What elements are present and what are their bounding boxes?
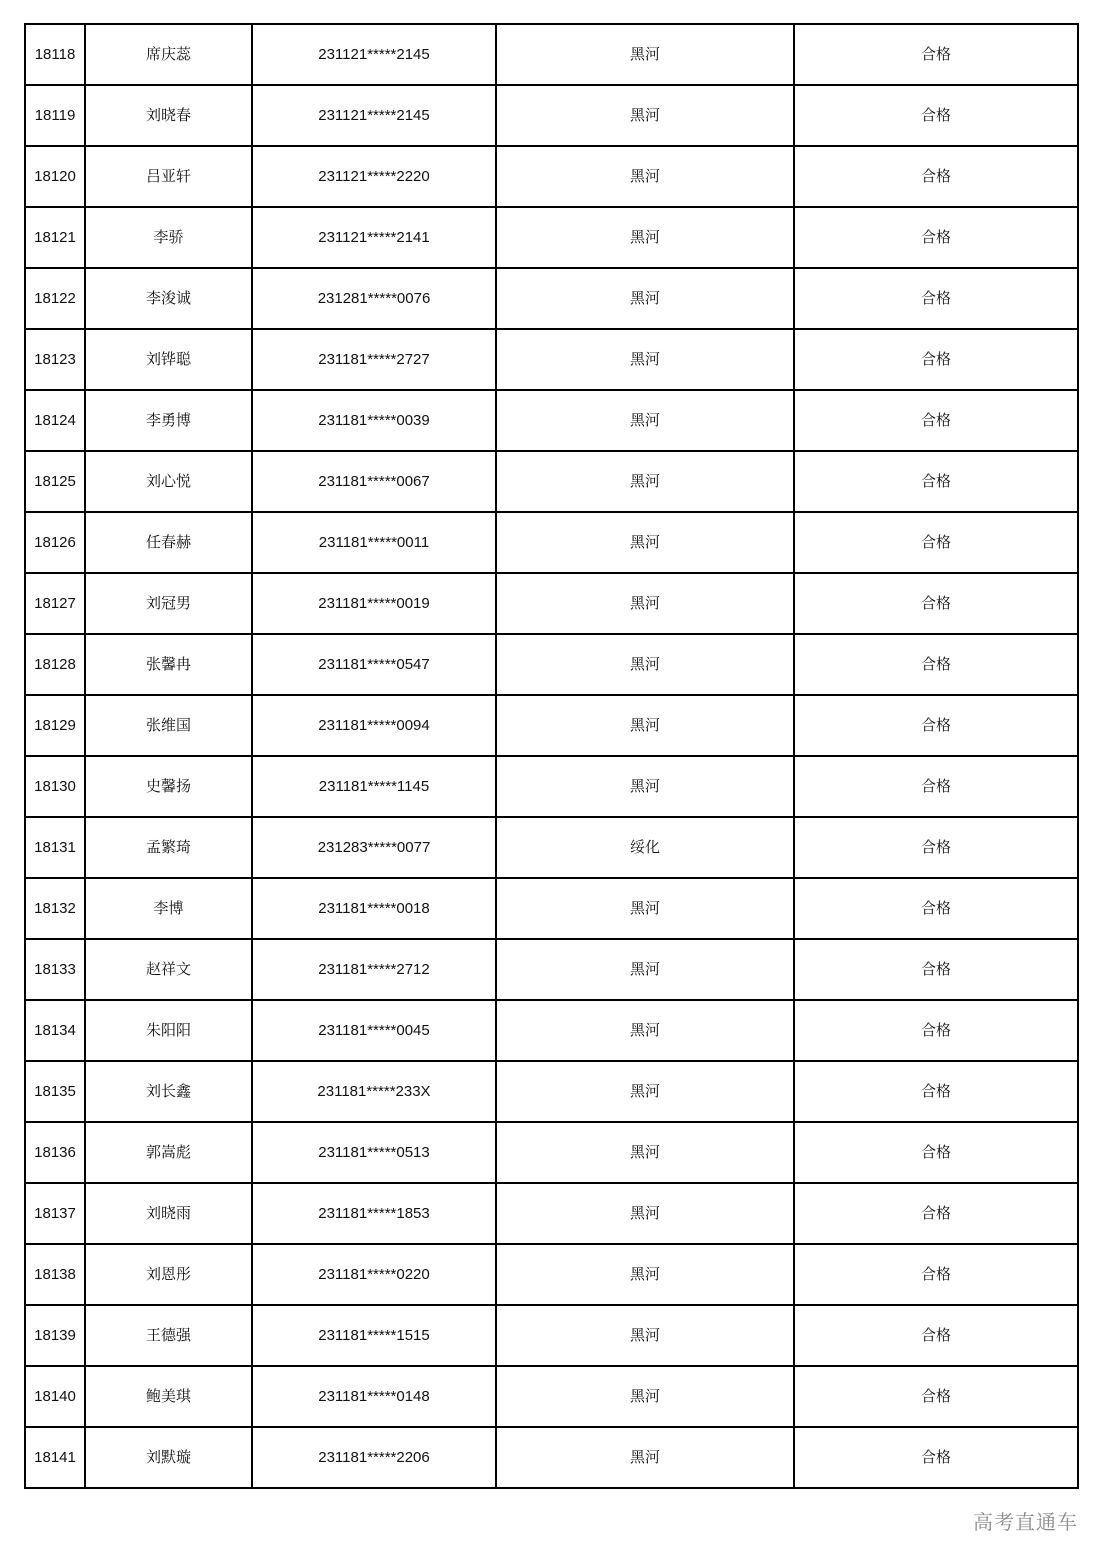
- region-cell: 黑河: [496, 24, 794, 85]
- name-cell: 李骄: [85, 207, 252, 268]
- table-row: [25, 1000, 1078, 1061]
- serial-number-cell: 18134: [25, 1000, 85, 1061]
- name-cell: 刘长鑫: [85, 1061, 252, 1122]
- region-cell: 黑河: [496, 146, 794, 207]
- result-cell: 合格: [794, 146, 1078, 207]
- serial-number-cell: 18129: [25, 695, 85, 756]
- serial-number-cell: 18123: [25, 329, 85, 390]
- id-number-cell: 231121*****2145: [252, 24, 496, 85]
- result-cell: 合格: [794, 1305, 1078, 1366]
- table-row: [25, 817, 1078, 878]
- table-row: [25, 939, 1078, 1000]
- region-cell: 黑河: [496, 268, 794, 329]
- region-cell: 黑河: [496, 390, 794, 451]
- id-number-cell: 231181*****0547: [252, 634, 496, 695]
- id-number-cell: 231181*****0513: [252, 1122, 496, 1183]
- result-cell: 合格: [794, 1122, 1078, 1183]
- name-cell: 刘晓雨: [85, 1183, 252, 1244]
- result-cell: 合格: [794, 1427, 1078, 1488]
- name-cell: 王德强: [85, 1305, 252, 1366]
- region-cell: 黑河: [496, 1366, 794, 1427]
- region-cell: 黑河: [496, 1061, 794, 1122]
- id-number-cell: 231181*****1145: [252, 756, 496, 817]
- region-cell: 黑河: [496, 634, 794, 695]
- serial-number-cell: 18120: [25, 146, 85, 207]
- id-number-cell: 231181*****2727: [252, 329, 496, 390]
- table-row: [25, 207, 1078, 268]
- name-cell: 朱阳阳: [85, 1000, 252, 1061]
- name-cell: 任春赫: [85, 512, 252, 573]
- result-cell: 合格: [794, 268, 1078, 329]
- serial-number-cell: 18124: [25, 390, 85, 451]
- serial-number-cell: 18136: [25, 1122, 85, 1183]
- result-cell: 合格: [794, 1244, 1078, 1305]
- region-cell: 黑河: [496, 1427, 794, 1488]
- table-row: [25, 146, 1078, 207]
- serial-number-cell: 18133: [25, 939, 85, 1000]
- result-cell: 合格: [794, 24, 1078, 85]
- serial-number-cell: 18138: [25, 1244, 85, 1305]
- roster-table: [24, 23, 1079, 1489]
- region-cell: 绥化: [496, 817, 794, 878]
- id-number-cell: 231181*****0045: [252, 1000, 496, 1061]
- result-cell: 合格: [794, 1183, 1078, 1244]
- name-cell: 赵祥文: [85, 939, 252, 1000]
- table-row: [25, 85, 1078, 146]
- name-cell: 刘铧聪: [85, 329, 252, 390]
- id-number-cell: 231181*****2712: [252, 939, 496, 1000]
- roster-table-body: [25, 24, 1078, 1488]
- region-cell: 黑河: [496, 573, 794, 634]
- id-number-cell: 231181*****0094: [252, 695, 496, 756]
- id-number-cell: 231121*****2141: [252, 207, 496, 268]
- name-cell: 鲍美琪: [85, 1366, 252, 1427]
- table-row: [25, 1061, 1078, 1122]
- id-number-cell: 231181*****2206: [252, 1427, 496, 1488]
- result-cell: 合格: [794, 817, 1078, 878]
- name-cell: 刘恩彤: [85, 1244, 252, 1305]
- result-cell: 合格: [794, 756, 1078, 817]
- region-cell: 黑河: [496, 1000, 794, 1061]
- roster-sheet: [24, 23, 1077, 1534]
- id-number-cell: 231181*****0148: [252, 1366, 496, 1427]
- serial-number-cell: 18141: [25, 1427, 85, 1488]
- serial-number-cell: 18135: [25, 1061, 85, 1122]
- result-cell: 合格: [794, 695, 1078, 756]
- region-cell: 黑河: [496, 878, 794, 939]
- name-cell: 李博: [85, 878, 252, 939]
- result-cell: 合格: [794, 634, 1078, 695]
- name-cell: 史馨扬: [85, 756, 252, 817]
- id-number-cell: 231181*****0220: [252, 1244, 496, 1305]
- table-row: [25, 634, 1078, 695]
- result-cell: 合格: [794, 1000, 1078, 1061]
- serial-number-cell: 18125: [25, 451, 85, 512]
- region-cell: 黑河: [496, 1305, 794, 1366]
- id-number-cell: 231181*****0011: [252, 512, 496, 573]
- serial-number-cell: 18128: [25, 634, 85, 695]
- table-row: [25, 24, 1078, 85]
- name-cell: 刘心悦: [85, 451, 252, 512]
- id-number-cell: 231181*****0018: [252, 878, 496, 939]
- table-row: [25, 390, 1078, 451]
- table-row: [25, 1305, 1078, 1366]
- id-number-cell: 231181*****0019: [252, 573, 496, 634]
- id-number-cell: 231121*****2220: [252, 146, 496, 207]
- serial-number-cell: 18139: [25, 1305, 85, 1366]
- table-row: [25, 573, 1078, 634]
- serial-number-cell: 18121: [25, 207, 85, 268]
- result-cell: 合格: [794, 1366, 1078, 1427]
- table-row: [25, 1122, 1078, 1183]
- table-row: [25, 1427, 1078, 1488]
- serial-number-cell: 18130: [25, 756, 85, 817]
- table-row: [25, 878, 1078, 939]
- result-cell: 合格: [794, 85, 1078, 146]
- table-row: [25, 268, 1078, 329]
- region-cell: 黑河: [496, 756, 794, 817]
- name-cell: 李浚诚: [85, 268, 252, 329]
- table-row: [25, 451, 1078, 512]
- result-cell: 合格: [794, 939, 1078, 1000]
- region-cell: 黑河: [496, 85, 794, 146]
- name-cell: 刘冠男: [85, 573, 252, 634]
- result-cell: 合格: [794, 1061, 1078, 1122]
- table-row: [25, 695, 1078, 756]
- id-number-cell: 231181*****1515: [252, 1305, 496, 1366]
- serial-number-cell: 18132: [25, 878, 85, 939]
- name-cell: 吕亚轩: [85, 146, 252, 207]
- table-row: [25, 512, 1078, 573]
- table-row: [25, 1244, 1078, 1305]
- region-cell: 黑河: [496, 512, 794, 573]
- result-cell: 合格: [794, 451, 1078, 512]
- serial-number-cell: 18118: [25, 24, 85, 85]
- name-cell: 席庆蕊: [85, 24, 252, 85]
- region-cell: 黑河: [496, 329, 794, 390]
- name-cell: 刘默璇: [85, 1427, 252, 1488]
- serial-number-cell: 18122: [25, 268, 85, 329]
- id-number-cell: 231121*****2145: [252, 85, 496, 146]
- table-row: [25, 1183, 1078, 1244]
- serial-number-cell: 18140: [25, 1366, 85, 1427]
- serial-number-cell: 18127: [25, 573, 85, 634]
- name-cell: 刘晓春: [85, 85, 252, 146]
- region-cell: 黑河: [496, 207, 794, 268]
- name-cell: 张馨冉: [85, 634, 252, 695]
- id-number-cell: 231181*****0039: [252, 390, 496, 451]
- serial-number-cell: 18126: [25, 512, 85, 573]
- result-cell: 合格: [794, 329, 1078, 390]
- id-number-cell: 231181*****1853: [252, 1183, 496, 1244]
- region-cell: 黑河: [496, 1122, 794, 1183]
- result-cell: 合格: [794, 878, 1078, 939]
- result-cell: 合格: [794, 207, 1078, 268]
- table-row: [25, 1366, 1078, 1427]
- table-row: [25, 329, 1078, 390]
- serial-number-cell: 18131: [25, 817, 85, 878]
- name-cell: 李勇博: [85, 390, 252, 451]
- watermark-text: 高考直通车: [973, 1510, 1078, 1534]
- result-cell: 合格: [794, 512, 1078, 573]
- table-row: [25, 756, 1078, 817]
- region-cell: 黑河: [496, 1183, 794, 1244]
- result-cell: 合格: [794, 390, 1078, 451]
- serial-number-cell: 18137: [25, 1183, 85, 1244]
- region-cell: 黑河: [496, 1244, 794, 1305]
- region-cell: 黑河: [496, 695, 794, 756]
- region-cell: 黑河: [496, 451, 794, 512]
- id-number-cell: 231283*****0077: [252, 817, 496, 878]
- serial-number-cell: 18119: [25, 85, 85, 146]
- region-cell: 黑河: [496, 939, 794, 1000]
- id-number-cell: 231181*****0067: [252, 451, 496, 512]
- name-cell: 孟繁琦: [85, 817, 252, 878]
- result-cell: 合格: [794, 573, 1078, 634]
- name-cell: 郭嵩彪: [85, 1122, 252, 1183]
- name-cell: 张维国: [85, 695, 252, 756]
- id-number-cell: 231281*****0076: [252, 268, 496, 329]
- id-number-cell: 231181*****233X: [252, 1061, 496, 1122]
